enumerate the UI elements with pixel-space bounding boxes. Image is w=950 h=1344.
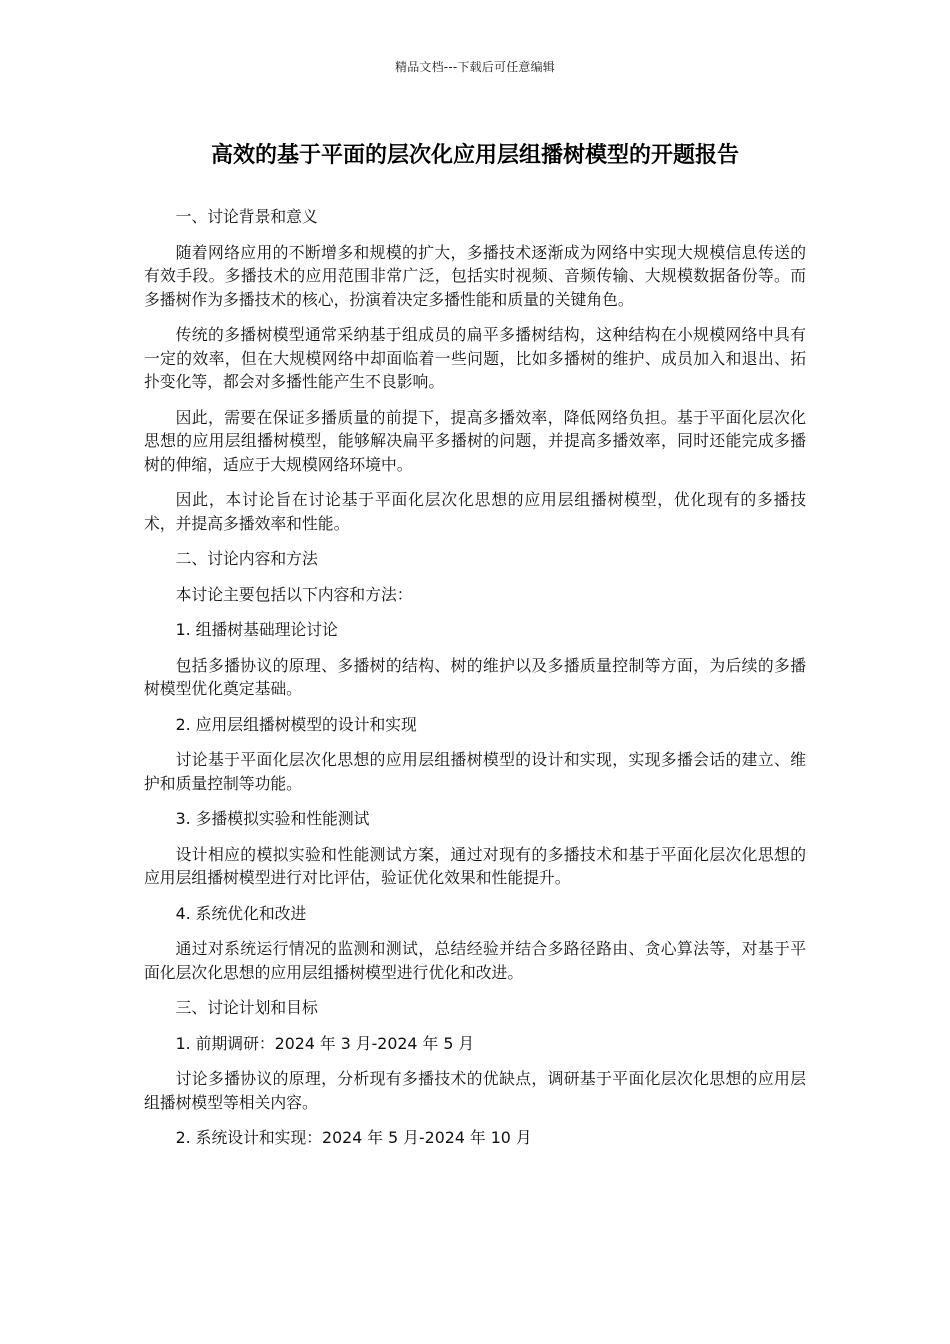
section-heading-plan-goals: 三、讨论计划和目标 xyxy=(175,998,318,1017)
item-title: 2. 系统设计和实现：2024 年 5 月-2024 年 10 月 xyxy=(175,1128,532,1147)
item-text: 讨论基于平面化层次化思想的应用层组播树模型的设计和实现，实现多播会话的建立、维护和质量控制等功能。 xyxy=(144,750,806,793)
document-title: 高效的基于平面的层次化应用层组播树模型的开题报告 xyxy=(210,143,739,168)
item-title: 2. 应用层组播树模型的设计和实现 xyxy=(175,714,417,734)
item-text: 包括多播协议的原理、多播树的结构、树的维护以及多播质量控制等方面，为后续的多播树模型优化奠定基础。 xyxy=(144,655,806,698)
document-body xyxy=(144,205,806,1162)
item-title: 1. 前期调研：2024 年 3 月-2024 年 5 月 xyxy=(175,1033,475,1053)
section-intro: 本讨论主要包括以下内容和方法： xyxy=(175,584,413,604)
section-heading-content-methods: 二、讨论内容和方法 xyxy=(175,549,318,568)
paragraph: 因此，本讨论旨在讨论基于平面化层次化思想的应用层组播树模型，优化现有的多播技术，并提高多播效率和性能。 xyxy=(144,490,806,533)
paragraph: 随着网络应用的不断增多和规模的扩大，多播技术逐渐成为网络中实现大规模信息传送的有效手段。多播技术的应用范围非常广泛，包括实时视频、音频传输、大规模数据备份等。而多播树作为多播技术的核心，扮演着决定多播性能和质量的关键角色。 xyxy=(144,242,806,309)
paragraph: 传统的多播树模型通常采纳基于组成员的扁平多播树结构，这种结构在小规模网络中具有一定的效率，但在大规模网络中却面临着一些问题，比如多播树的维护、成员加入和退出、拓扑变化等，都会对多播性能产生不良影响。 xyxy=(144,325,806,391)
section-heading-background: 一、讨论背景和意义 xyxy=(175,207,318,226)
item-text: 讨论多播协议的原理，分析现有多播技术的优缺点，调研基于平面化层次化思想的应用层组播树模型等相关内容。 xyxy=(144,1069,806,1112)
item-title: 3. 多播模拟实验和性能测试 xyxy=(175,809,370,828)
item-text: 设计相应的模拟实验和性能测试方案，通过对现有的多播技术和基于平面化层次化思想的应用层组播树模型进行对比评估，验证优化效果和性能提升。 xyxy=(144,844,806,887)
item-text: 通过对系统运行情况的监测和测试，总结经验并结合多路径路由、贪心算法等，对基于平面化层次化思想的应用层组播树模型进行优化和改进。 xyxy=(144,939,806,982)
paragraph: 因此，需要在保证多播质量的前提下，提高多播效率，降低网络负担。基于平面化层次化思想的应用层组播树模型，能够解决扁平多播树的问题，并提高多播效率，同时还能完成多播树的伸缩，适应于大规模网络环境中。 xyxy=(144,407,806,474)
item-title: 1. 组播树基础理论讨论 xyxy=(175,620,338,639)
page-header-watermark: 精品文档---下载后可任意编辑 xyxy=(395,60,555,74)
item-title: 4. 系统优化和改进 xyxy=(175,903,307,923)
